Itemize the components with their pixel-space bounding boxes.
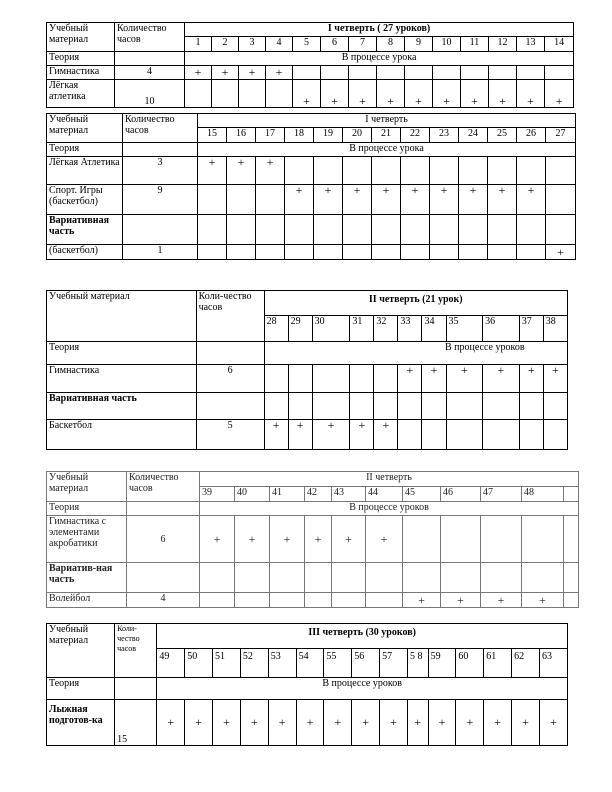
col-hours-header: Количество часов <box>127 472 200 502</box>
athletics-hours: 3 <box>123 157 198 185</box>
row-theory-label: Теория <box>47 502 127 516</box>
plus-mark: + <box>446 365 483 393</box>
lesson-number: 29 <box>288 316 312 342</box>
lesson-number: 42 <box>305 487 332 502</box>
plus-mark: + <box>372 185 401 215</box>
plus-mark: + <box>235 516 270 563</box>
col-hours-header: Коли-чество часов <box>196 291 264 342</box>
plus-mark: + <box>380 700 408 746</box>
plus-mark: + <box>268 700 296 746</box>
lesson-number: 45 <box>403 487 441 502</box>
lesson-number: 2 <box>212 37 239 52</box>
lesson-number: 37 <box>519 316 543 342</box>
row-athletics-label: Лёгкая атлетика <box>47 80 115 108</box>
row-basketball-label: Баскетбол <box>47 420 197 450</box>
theory-note: В процессе уроков <box>157 678 568 700</box>
row-variative-label: Вариативная часть <box>47 215 123 245</box>
gymnastics-hours: 4 <box>115 66 185 80</box>
lesson-number: 53 <box>268 649 296 678</box>
lesson-number: 48 <box>522 487 564 502</box>
lesson-number: 57 <box>380 649 408 678</box>
plus-mark: + <box>305 516 332 563</box>
plus-mark: + <box>343 185 372 215</box>
row-theory-label: Теория <box>47 342 197 365</box>
lesson-number: 15 <box>198 128 227 143</box>
lesson-number: 27 <box>546 128 576 143</box>
plus-mark: + <box>264 420 288 450</box>
plus-mark: + <box>422 365 446 393</box>
plus-mark: + <box>377 80 405 108</box>
plus-mark: + <box>349 80 377 108</box>
plus-mark: + <box>407 700 428 746</box>
plus-mark: + <box>481 593 522 608</box>
lesson-number: 31 <box>350 316 374 342</box>
lesson-number: 19 <box>314 128 343 143</box>
lesson-number: 21 <box>372 128 401 143</box>
row-variative-label: Вариатив-ная часть <box>47 563 127 593</box>
plus-mark: + <box>312 420 350 450</box>
plus-mark: + <box>293 80 321 108</box>
lesson-number: 9 <box>405 37 433 52</box>
lesson-number: 20 <box>343 128 372 143</box>
row-gymnastics-label: Гимнастика с элементами акробатики <box>47 516 127 563</box>
col-material-header: Учебный материал <box>47 114 123 143</box>
col-hours-header: Количество часов <box>123 114 198 143</box>
sport-games-hours: 9 <box>123 185 198 215</box>
plus-mark: + <box>185 66 212 80</box>
plus-mark: + <box>240 700 268 746</box>
lesson-number: 36 <box>483 316 520 342</box>
row-ski-label: Лыжная подготов-ка <box>47 700 115 746</box>
plus-mark: + <box>430 185 459 215</box>
lesson-number: 61 <box>484 649 512 678</box>
plus-mark: + <box>459 185 488 215</box>
theory-note: В процессе урока <box>198 143 576 157</box>
lesson-number: 38 <box>543 316 567 342</box>
lesson-number: 43 <box>332 487 366 502</box>
plus-mark: + <box>332 516 366 563</box>
lesson-number: 11 <box>461 37 489 52</box>
plus-mark: + <box>157 700 185 746</box>
plus-mark: + <box>488 185 517 215</box>
plus-mark: + <box>483 365 520 393</box>
theory-note: В процессе уроков <box>200 502 579 516</box>
basketball-hours: 1 <box>123 245 198 260</box>
lesson-number: 8 <box>377 37 405 52</box>
lesson-number: 30 <box>312 316 350 342</box>
plus-mark: + <box>519 365 543 393</box>
quarter2-table-part1 <box>46 290 568 450</box>
plus-mark: + <box>296 700 324 746</box>
plus-mark: + <box>546 245 576 260</box>
lesson-number: 33 <box>398 316 422 342</box>
lesson-number: 22 <box>401 128 430 143</box>
quarter1-table-part2 <box>46 113 576 260</box>
lesson-number: 18 <box>285 128 314 143</box>
quarter2-table-part2 <box>46 471 579 608</box>
quarter-title: I четверть ( 27 уроков) <box>185 23 574 37</box>
plus-mark: + <box>374 420 398 450</box>
volleyball-hours: 4 <box>127 593 200 608</box>
quarter-title: II четверть <box>200 472 579 487</box>
plus-mark: + <box>321 80 349 108</box>
lesson-number: 17 <box>256 128 285 143</box>
plus-mark: + <box>461 80 489 108</box>
lesson-number: 14 <box>545 37 574 52</box>
col-material-header: Учебный материал <box>47 624 115 678</box>
theory-note: В процессе урока <box>185 52 574 66</box>
lesson-number: 63 <box>539 649 567 678</box>
col-hours-header: Количество часов <box>115 23 185 52</box>
plus-mark: + <box>398 365 422 393</box>
lesson-number: 54 <box>296 649 324 678</box>
plus-mark: + <box>433 80 461 108</box>
lesson-number: 16 <box>227 128 256 143</box>
quarter-title: I четверть <box>198 114 576 128</box>
row-basketball-label: (баскетбол) <box>47 245 123 260</box>
lesson-number: 39 <box>200 487 235 502</box>
quarter3-table <box>46 623 568 746</box>
lesson-number: 26 <box>517 128 546 143</box>
plus-mark: + <box>185 700 213 746</box>
lesson-number: 47 <box>481 487 522 502</box>
plus-mark: + <box>200 516 235 563</box>
lesson-number: 5 8 <box>407 649 428 678</box>
lesson-number: 40 <box>235 487 270 502</box>
plus-mark: + <box>543 365 567 393</box>
lesson-number: 5 <box>293 37 321 52</box>
plus-mark: + <box>324 700 352 746</box>
plus-mark: + <box>366 516 403 563</box>
lesson-number: 12 <box>489 37 517 52</box>
quarter-title: III четверть (30 уроков) <box>157 624 568 649</box>
plus-mark: + <box>198 157 227 185</box>
plus-mark: + <box>212 66 239 80</box>
lesson-number: 51 <box>213 649 241 678</box>
quarter-title: II четверть (21 урок) <box>264 291 567 316</box>
plus-mark: + <box>512 700 540 746</box>
plus-mark: + <box>405 80 433 108</box>
row-theory-label: Теория <box>47 143 123 157</box>
col-material-header: Учебный материал <box>47 472 127 502</box>
basketball-hours: 5 <box>196 420 264 450</box>
lesson-number: 56 <box>352 649 380 678</box>
ski-hours: 15 <box>115 700 157 746</box>
theory-note: В процессе уроков <box>264 342 567 365</box>
lesson-number: 60 <box>456 649 484 678</box>
col-hours-header: Коли-чество часов <box>115 624 157 678</box>
plus-mark: + <box>522 593 564 608</box>
lesson-number: 32 <box>374 316 398 342</box>
plus-mark: + <box>456 700 484 746</box>
plus-mark: + <box>401 185 430 215</box>
lesson-number: 52 <box>240 649 268 678</box>
row-variative-label: Вариативная часть <box>47 393 197 420</box>
lesson-number: 1 <box>185 37 212 52</box>
plus-mark: + <box>517 80 545 108</box>
row-theory-label: Теория <box>47 52 115 66</box>
plus-mark: + <box>428 700 456 746</box>
lesson-number: 49 <box>157 649 185 678</box>
lesson-number: 3 <box>239 37 266 52</box>
lesson-number: 34 <box>422 316 446 342</box>
lesson-number: 24 <box>459 128 488 143</box>
lesson-number: 35 <box>446 316 483 342</box>
lesson-number: 55 <box>324 649 352 678</box>
plus-mark: + <box>213 700 241 746</box>
plus-mark: + <box>227 157 256 185</box>
gymnastics-hours: 6 <box>127 516 200 563</box>
lesson-number: 28 <box>264 316 288 342</box>
plus-mark: + <box>256 157 285 185</box>
plus-mark: + <box>314 185 343 215</box>
plus-mark: + <box>266 66 293 80</box>
lesson-number: 13 <box>517 37 545 52</box>
plus-mark: + <box>403 593 441 608</box>
lesson-number: 25 <box>488 128 517 143</box>
quarter1-table-part1 <box>46 22 574 108</box>
row-gymnastics-label: Гимнастика <box>47 365 197 393</box>
gymnastics-hours: 6 <box>196 365 264 393</box>
lesson-number: 23 <box>430 128 459 143</box>
lesson-number: 6 <box>321 37 349 52</box>
plus-mark: + <box>270 516 305 563</box>
plus-mark: + <box>441 593 481 608</box>
lesson-number: 62 <box>512 649 540 678</box>
athletics-hours: 10 <box>115 80 185 108</box>
plus-mark: + <box>545 80 574 108</box>
lesson-number: 4 <box>266 37 293 52</box>
row-athletics-label: Лёгкая Атлетика <box>47 157 123 185</box>
row-gymnastics-label: Гимнастика <box>47 66 115 80</box>
lesson-number: 7 <box>349 37 377 52</box>
lesson-number: 50 <box>185 649 213 678</box>
plus-mark: + <box>352 700 380 746</box>
lesson-number: 41 <box>270 487 305 502</box>
row-volleyball-label: Волейбол <box>47 593 127 608</box>
plus-mark: + <box>285 185 314 215</box>
plus-mark: + <box>489 80 517 108</box>
row-sport-games-label: Спорт. Игры (баскетбол) <box>47 185 123 215</box>
col-material-header: Учебный материал <box>47 291 197 342</box>
plus-mark: + <box>484 700 512 746</box>
plus-mark: + <box>517 185 546 215</box>
plus-mark: + <box>539 700 567 746</box>
lesson-number: 59 <box>428 649 456 678</box>
plus-mark: + <box>239 66 266 80</box>
plus-mark: + <box>288 420 312 450</box>
plus-mark: + <box>350 420 374 450</box>
lesson-number: 10 <box>433 37 461 52</box>
lesson-number: 44 <box>366 487 403 502</box>
lesson-number: 46 <box>441 487 481 502</box>
row-theory-label: Теория <box>47 678 115 700</box>
col-material-header: Учебный материал <box>47 23 115 52</box>
